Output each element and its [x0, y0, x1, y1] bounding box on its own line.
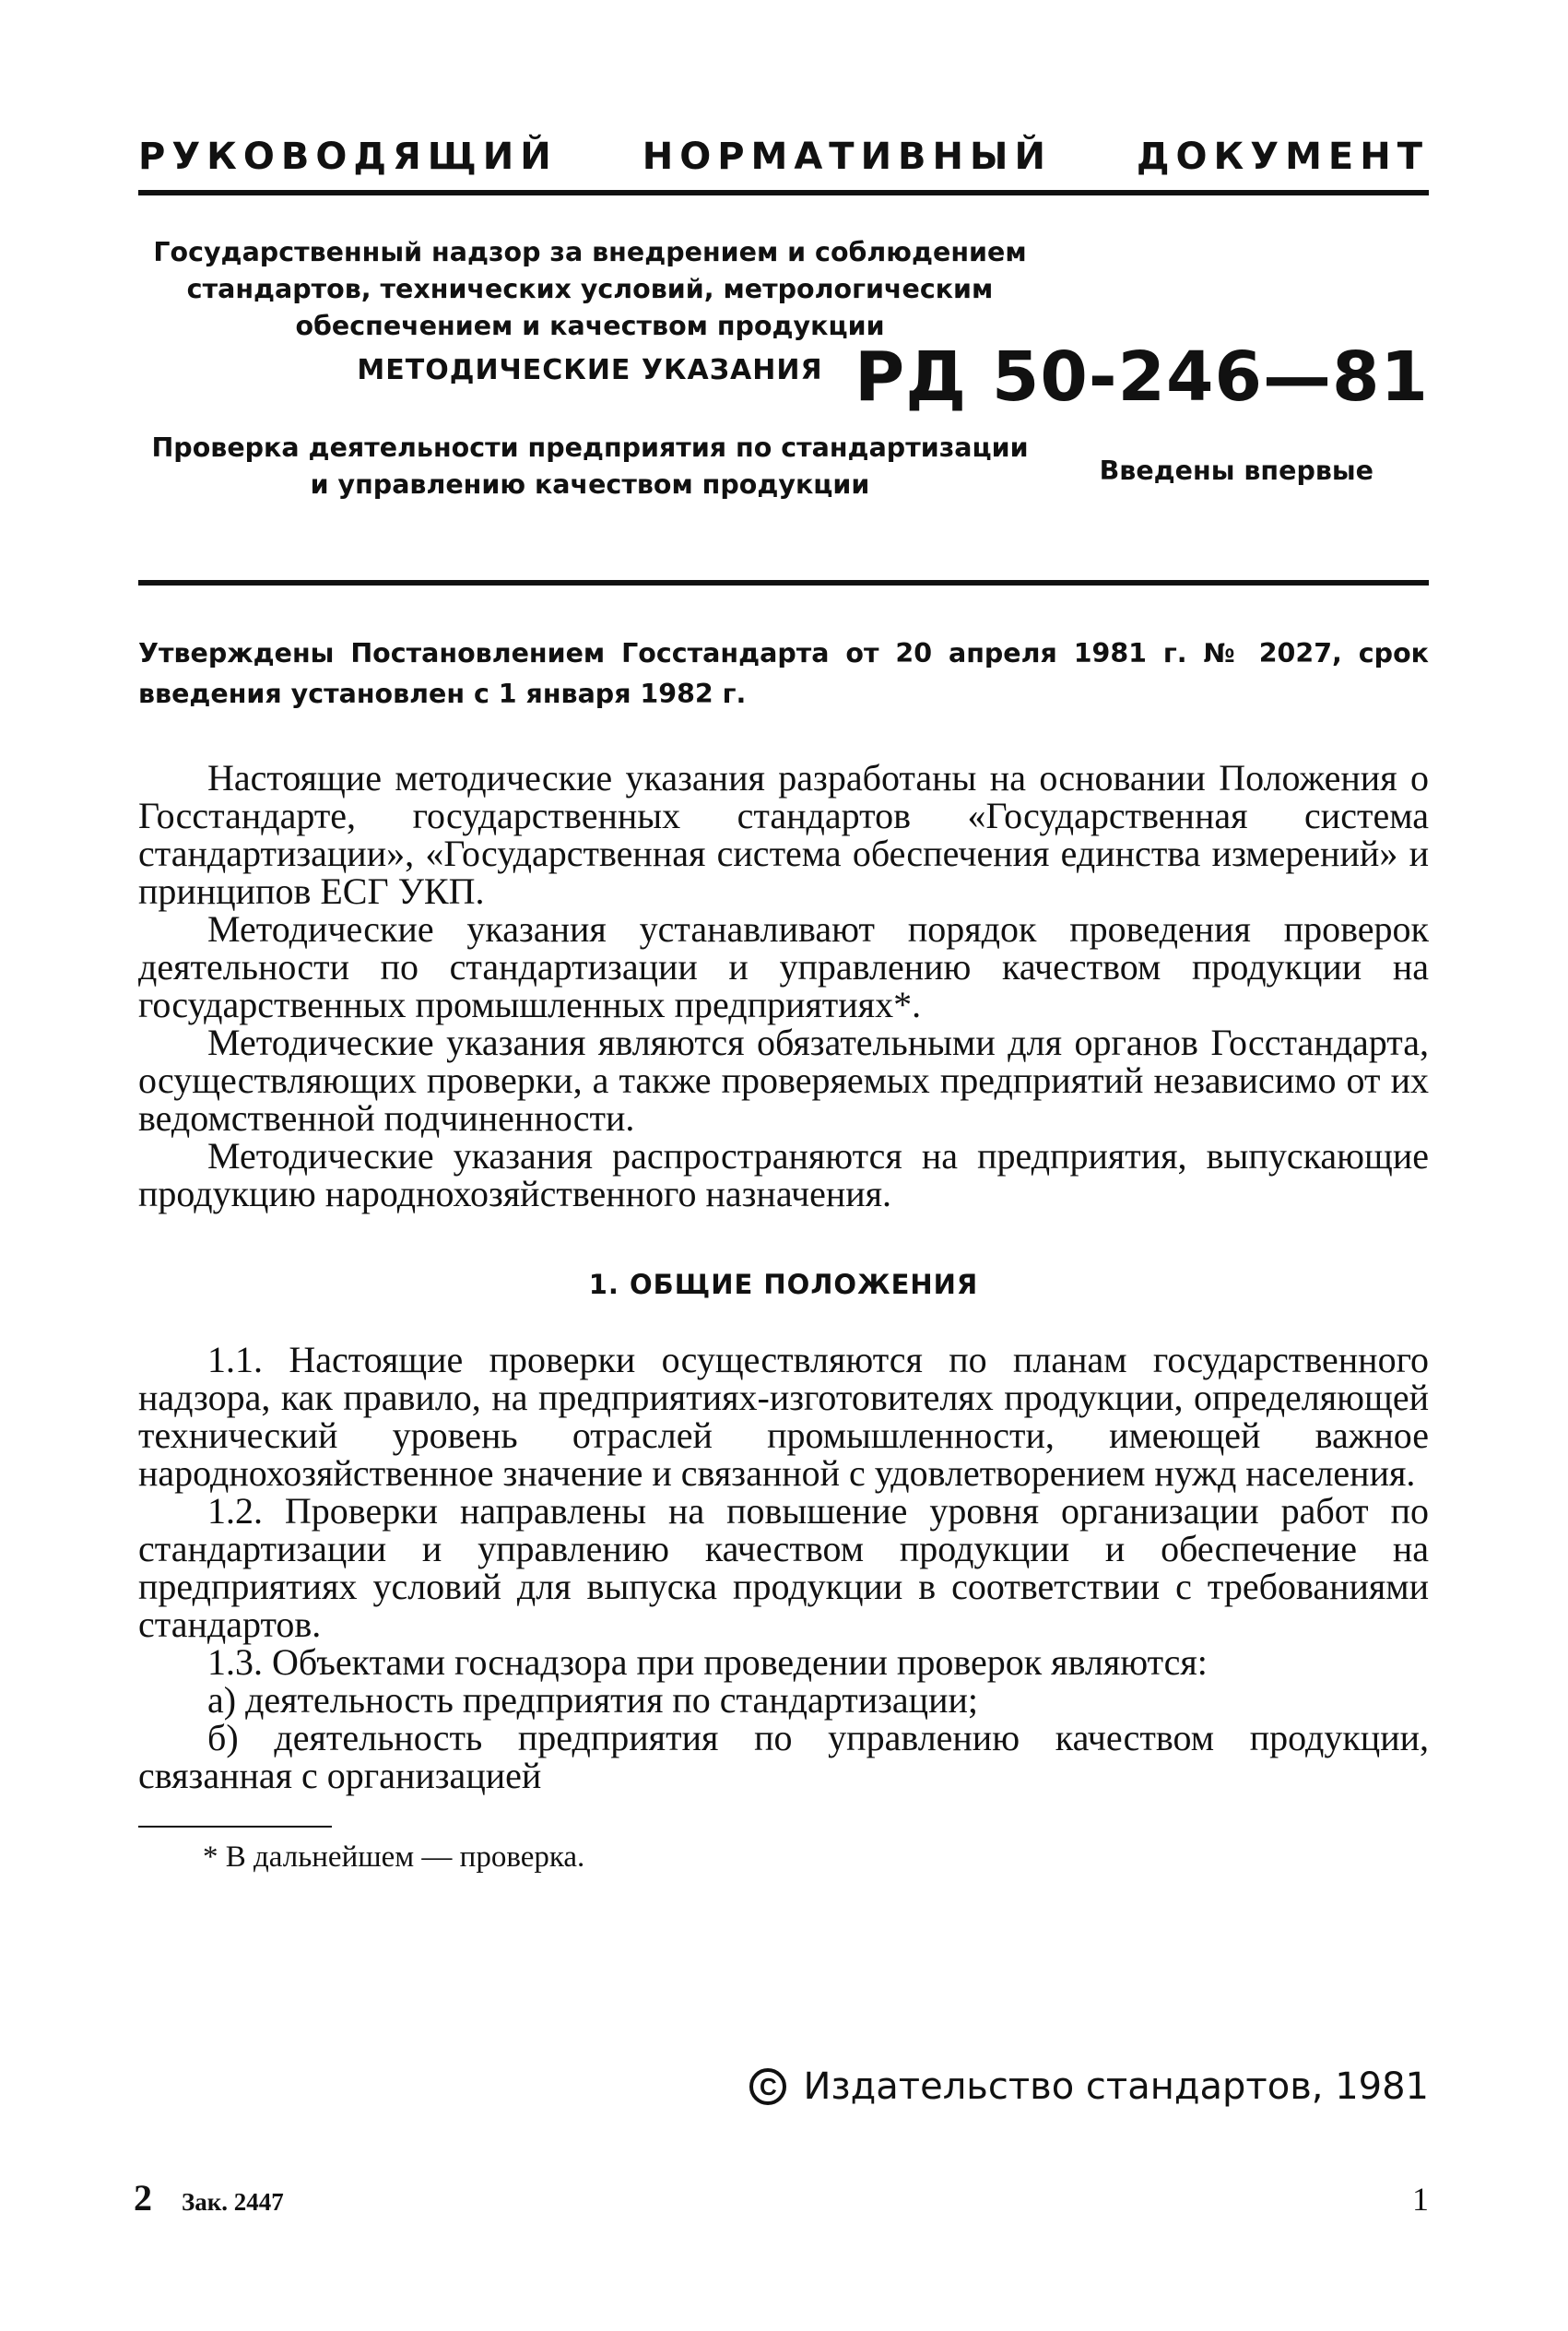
copyright-icon: C	[749, 2068, 786, 2105]
document-subtitle: МЕТОДИЧЕСКИЕ УКАЗАНИЯ	[357, 354, 823, 386]
page-number: 1	[1412, 2181, 1429, 2218]
supervision-line-3: обеспечением и качеством продукции	[295, 311, 885, 341]
section-paragraph: 1.3. Объектами госнадзора при проведении проверок являются:	[207, 1641, 1208, 1683]
section-title: 1. ОБЩИЕ ПОЛОЖЕНИЯ	[588, 1269, 979, 1300]
doc-type-word-2: НОРМАТИВНЫЙ	[642, 136, 1052, 178]
doc-type-word-3: ДОКУМЕНТ	[1136, 136, 1429, 178]
intro-paragraph: Методические указания распространяются на предприятия, выпускающие продукцию народнохозяйственного назначения.	[138, 1135, 1429, 1214]
page-footer	[134, 2176, 1429, 2219]
document-type-heading	[138, 138, 1429, 195]
publisher-line	[749, 2065, 1429, 2108]
order-number: Зак. 2447	[182, 2188, 284, 2216]
intro-paragraph: Методические указания являются обязательными для органов Госстандарта, осуществляющих проверки, а также проверяемых предприятий независимо от их ведомственной подчиненности.	[138, 1022, 1429, 1139]
approval-statement: Утверждены Постановлением Госстандарта от 20 апреля 1981 г. № 2027, срок введения установлен с 1 января 1982 г.	[138, 638, 1429, 709]
header-divider	[138, 580, 1429, 586]
signature-number: 2	[134, 2177, 152, 2219]
introduction-note: Введены впервые	[1099, 456, 1373, 486]
footnote: * В дальнейшем — проверка.	[203, 1840, 585, 1874]
header-block	[138, 234, 1429, 552]
topic-line-1: Проверка деятельности предприятия по стандартизации	[151, 432, 1029, 463]
supervision-line-1: Государственный надзор за внедрением и соблюдением	[153, 237, 1027, 267]
doc-type-word-1: РУКОВОДЯЩИЙ	[138, 136, 558, 178]
section-paragraph: а) деятельность предприятия по стандартизации;	[207, 1679, 979, 1721]
section-paragraph: 1.1. Настоящие проверки осуществляются по планам государственного надзора, как правило, на предприятиях-изготовителях продукции, определяющей технический уровень отраслей промышленности, имеющей важное народнохозяйственное значение и связанной с удовлетворением нужд населения.	[138, 1339, 1429, 1494]
supervision-line-2: стандартов, технических условий, метрологическим	[186, 274, 994, 304]
publisher-text: Издательство стандартов, 1981	[803, 2065, 1429, 2108]
document-body	[138, 759, 1429, 1794]
footnote-divider	[138, 1826, 332, 1828]
section-paragraph: б) деятельность предприятия по управлению качеством продукции, связанная с организацией	[138, 1717, 1429, 1796]
document-designation: РД 50-246—81	[854, 337, 1429, 417]
section-paragraph: 1.2. Проверки направлены на повышение уровня организации работ по стандартизации и управлению качеством продукции и обеспечение на предприятиях условий для выпуска продукции в соответствии с требованиями стандартов.	[138, 1490, 1429, 1645]
intro-paragraph: Методические указания устанавливают порядок проведения проверок деятельности по стандартизации и управлению качеством продукции на государственных промышленных предприятиях*.	[138, 908, 1429, 1025]
footer-left	[134, 2176, 284, 2219]
intro-paragraph: Настоящие методические указания разработаны на основании Положения о Госстандарте, государственных стандартов «Государственная система стандартизации», «Государственная система обеспечения единства измерений» и принципов ЕСГ УКП.	[138, 757, 1429, 912]
topic-line-2: и управлению качеством продукции	[310, 469, 870, 500]
document-page	[134, 136, 1429, 2259]
